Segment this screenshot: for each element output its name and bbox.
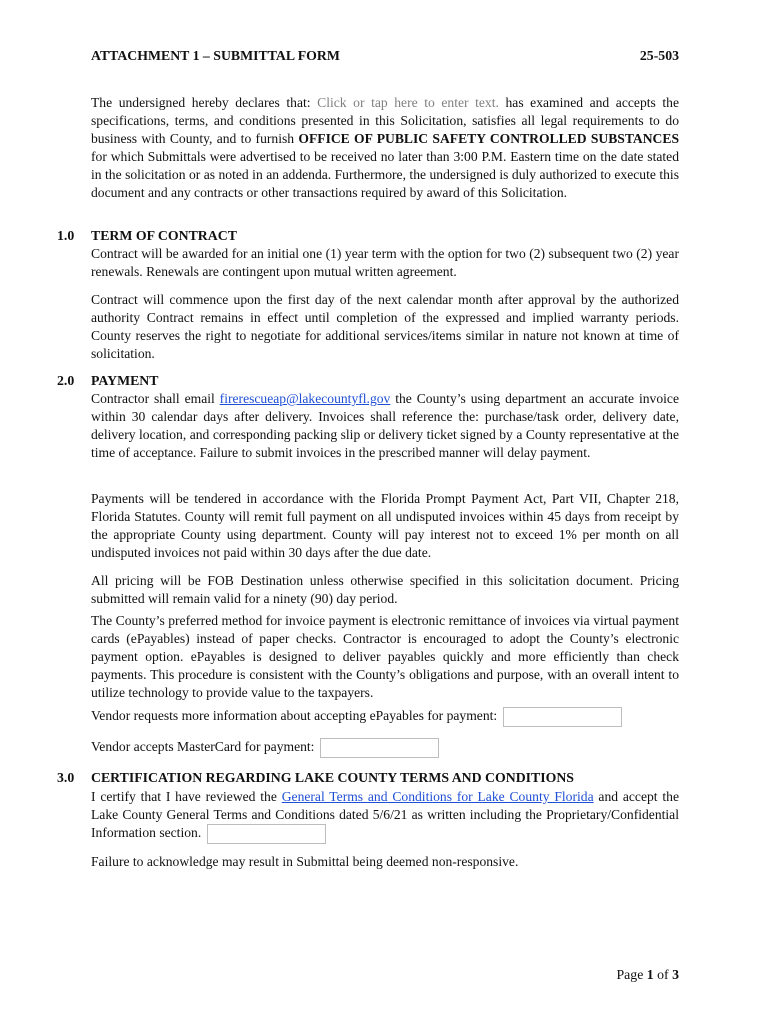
intro-bold-item: OFFICE OF PUBLIC SAFETY CONTROLLED SUBSTANCES <box>298 130 680 146</box>
page-total: 3 <box>672 967 679 982</box>
page-indicator <box>617 967 680 983</box>
document-title: ATTACHMENT 1 – SUBMITTAL FORM <box>91 48 340 63</box>
section-1-number: 1.0 <box>57 228 75 243</box>
certify-input[interactable] <box>207 824 326 844</box>
mastercard-label: Vendor accepts MasterCard for payment: <box>91 739 315 755</box>
intro-paragraph <box>91 94 679 201</box>
name-placeholder-field[interactable]: Click or tap here to enter text. <box>317 95 499 110</box>
section-3-paragraph-1 <box>91 788 679 844</box>
epayables-input[interactable] <box>503 707 622 727</box>
document-number: 25-503 <box>639 48 679 63</box>
section-3-number: 3.0 <box>57 770 75 785</box>
payment-text-end: the County’s using department an accurate invoice within 30 calendar days after delivery. Invoices shall reference the: purchase/task order, delivery date, delivery location, and corresponding packing slip or delivery ticket signed by a County representative at the time of acceptance. Failure to submit invoices in the prescribed manner will delay payment. <box>91 391 679 460</box>
section-2-paragraph-4: The County’s preferred method for invoice payment is electronic remittance of invoices via virtual payment cards (ePayables) instead of paper checks. Contractor is encouraged to adopt the County’s electronic payment option. ePayables is designed to deliver payables quickly and more efficiently than check payments. This procedure is consistent with the County’s obligations and purpose, with an overall intent to utilize technology to provide value to the taxpayers. <box>91 613 679 700</box>
payment-text-start: Contractor shall email <box>91 391 220 406</box>
section-1-title: TERM OF CONTRACT <box>91 228 237 243</box>
section-2-number: 2.0 <box>57 373 75 388</box>
page-of: of <box>653 967 673 982</box>
section-2-title: PAYMENT <box>91 373 159 388</box>
section-1-paragraph-2: Contract will commence upon the first day of the next calendar month after approval by the authorized authority Contract remains in effect until completion of the expressed and implied warranty periods. County reserves the right to negotiate for additional services/items similar in nature not known at time of solicitation. <box>91 292 679 361</box>
email-link[interactable]: firerescueap@lakecountyfl.gov <box>219 391 391 406</box>
section-3-paragraph-2: Failure to acknowledge may result in Submittal being deemed non-responsive. <box>91 854 519 869</box>
certify-text-start: I certify that I have reviewed the <box>91 789 282 804</box>
certify-text-end: and accept the Lake County General Terms and Conditions dated 5/6/21 as written including the Proprietary/Confidential Information section. <box>91 789 680 840</box>
page-current: 1 <box>646 967 654 982</box>
section-2-paragraph-2: Payments will be tendered in accordance with the Florida Prompt Payment Act, Part VII, Chapter 218, Florida Statutes. County will remit full payment on all undisputed invoices within 45 days from receipt by the appropriate County using department. County will pay interest not to exceed 1% per month on all undisputed invoices not paid within 30 days after the due date. <box>91 491 679 560</box>
terms-conditions-link[interactable]: General Terms and Conditions for Lake County Florida <box>281 789 594 804</box>
epayables-label: Vendor requests more information about accepting ePayables for payment: <box>91 708 498 724</box>
page-prefix: Page <box>616 967 647 982</box>
section-1-paragraph-1: Contract will be awarded for an initial one (1) year term with the option for two (2) subsequent two (2) year renewals. Renewals are contingent upon mutual written agreement. <box>91 246 679 279</box>
section-2-paragraph-3: All pricing will be FOB Destination unless otherwise specified in this solicitation document. Pricing submitted will remain valid for a ninety (90) day period. <box>91 573 679 606</box>
mastercard-input[interactable] <box>320 738 439 758</box>
intro-text-middle: has examined and accepts the specifications, terms, and conditions presented in this Solicitation, satisfies all legal requirements to do business with County, and to furnish <box>91 95 679 146</box>
intro-text-end: for which Submittals were advertised to be received no later than 3:00 P.M. Eastern time on the date stated in the solicitation or as noted in an addenda. Furthermore, the undersigned is duly authorized to execute this document and any contracts or other transactions required by award of this Solicitation. <box>91 148 679 200</box>
epayables-row <box>91 707 622 727</box>
section-3-title: CERTIFICATION REGARDING LAKE COUNTY TERMS AND CONDITIONS <box>91 770 574 785</box>
section-2-paragraph-1 <box>91 390 679 462</box>
mastercard-row <box>91 738 439 758</box>
intro-text-start: The undersigned hereby declares that: <box>91 95 318 110</box>
